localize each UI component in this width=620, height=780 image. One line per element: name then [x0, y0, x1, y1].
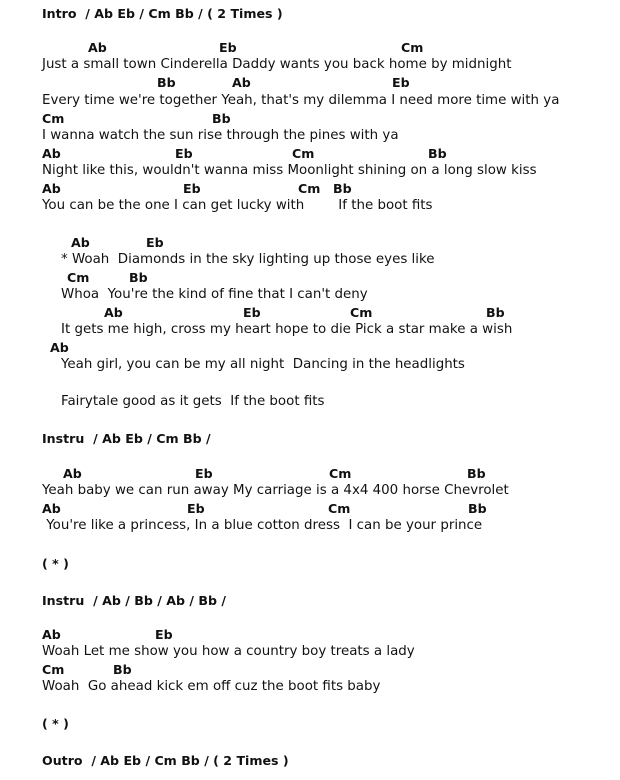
chord: Cm [42, 111, 65, 126]
chorus-reference: ( * ) [42, 716, 69, 731]
chord: Bb [129, 270, 148, 285]
lyric-line: It gets me high, cross my heart hope to die Pick a star make a wish [61, 322, 513, 337]
chord: Eb [243, 305, 261, 320]
lyric-line: Yeah girl, you can be my all night Dancing in the headlights [61, 357, 465, 372]
lyric-line: Woah Go ahead kick em off cuz the boot fits baby [42, 679, 381, 694]
lyric-line: * Woah Diamonds in the sky lighting up those eyes like [61, 252, 435, 267]
chord: Bb [428, 146, 447, 161]
lyric-line: Fairytale good as it gets If the boot fits [61, 394, 325, 409]
chord: Ab [50, 340, 69, 355]
lyric-line: Woah Let me show you how a country boy treats a lady [42, 644, 415, 659]
chord: Cm [328, 501, 351, 516]
chord: Eb [195, 466, 213, 481]
chord: Bb [212, 111, 231, 126]
chorus-reference: ( * ) [42, 556, 69, 571]
chord: Cm [329, 466, 352, 481]
lyric-line: Every time we're together Yeah, that's my dilemma I need more time with ya [42, 93, 560, 108]
chord: Bb [113, 662, 132, 677]
chord: Ab [42, 501, 61, 516]
section-instru: Instru / Ab / Bb / Ab / Bb / [42, 593, 226, 608]
chord: Ab [63, 466, 82, 481]
lyric-line: You can be the one I can get lucky with If the boot fits [42, 198, 433, 213]
chord: Cm [42, 662, 65, 677]
chord: Bb [467, 466, 486, 481]
lyric-line: You're like a princess, In a blue cotton dress I can be your prince [42, 518, 483, 533]
chord: Bb [486, 305, 505, 320]
chord: Cm [298, 181, 321, 196]
chord: Cm [67, 270, 90, 285]
lyric-line: Just a small town Cinderella Daddy wants you back home by midnight [42, 57, 512, 72]
lyric-line: Whoa You're the kind of fine that I can't deny [61, 287, 368, 302]
chord: Eb [183, 181, 201, 196]
chord: Eb [155, 627, 173, 642]
chord: Eb [146, 235, 164, 250]
chord: Cm [401, 40, 424, 55]
section-instru: Instru / Ab Eb / Cm Bb / [42, 431, 211, 446]
chord: Ab [88, 40, 107, 55]
chord: Ab [104, 305, 123, 320]
lyric-line: Yeah baby we can run away My carriage is a 4x4 400 horse Chevrolet [42, 483, 509, 498]
chord: Eb [187, 501, 205, 516]
chord: Cm [350, 305, 373, 320]
chord: Ab [232, 75, 251, 90]
chord: Ab [71, 235, 90, 250]
chord: Eb [219, 40, 237, 55]
chord: Eb [175, 146, 193, 161]
lyric-line: I wanna watch the sun rise through the pines with ya [42, 128, 399, 143]
chord: Ab [42, 146, 61, 161]
lyric-line: Night like this, wouldn't wanna miss Moonlight shining on a long slow kiss [42, 163, 537, 178]
chord: Cm [292, 146, 315, 161]
chord: Bb [468, 501, 487, 516]
section-outro: Outro / Ab Eb / Cm Bb / ( 2 Times ) [42, 753, 289, 768]
chord: Ab [42, 181, 61, 196]
chord: Bb [333, 181, 352, 196]
chord: Bb [157, 75, 176, 90]
chord: Ab [42, 627, 61, 642]
chord: Eb [392, 75, 410, 90]
section-intro: Intro / Ab Eb / Cm Bb / ( 2 Times ) [42, 6, 283, 21]
